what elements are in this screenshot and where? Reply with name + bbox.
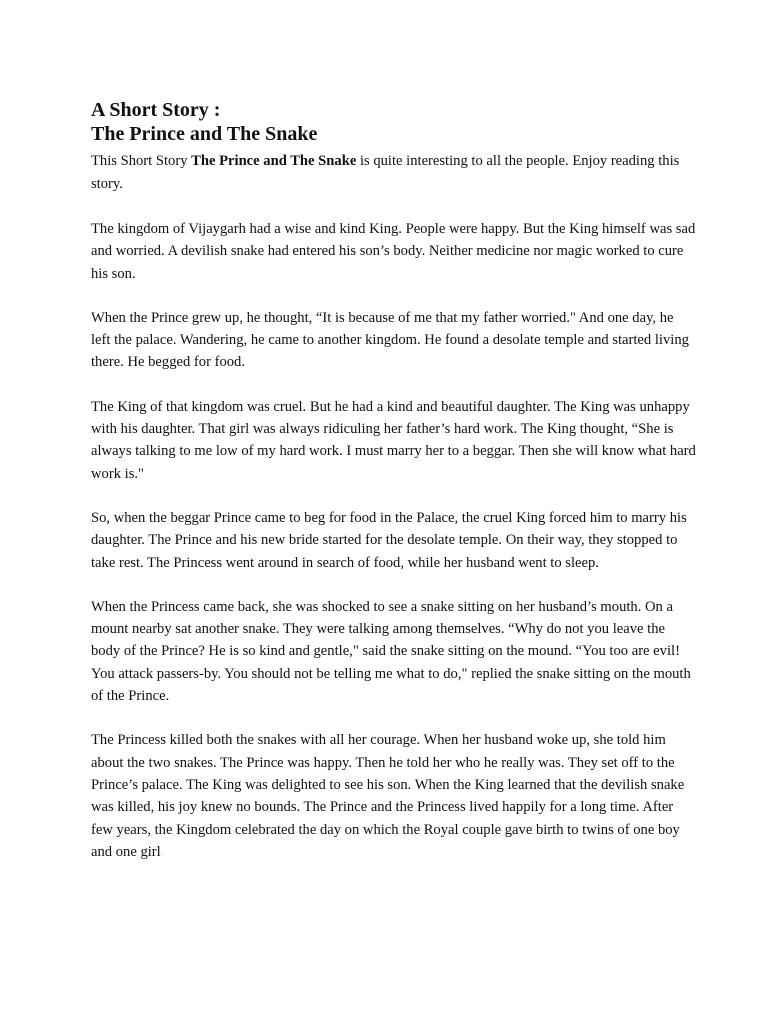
story-paragraph-6: The Princess killed both the snakes with all her courage. When her husband woke up, she told him about the two snakes. The Prince was happy. Then he told her who he really was. They set off to the Prince’s palace. The King was delighted to see his son. When the King learned that the devilish snake was killed, his joy knew no bounds. The Prince and the Princess lived happily for a long time. After few years, the Kingdom celebrated the day on which the Royal couple gave birth to twins of one boy and one girl bbox=[91, 732, 685, 860]
story-paragraph-2: When the Prince grew up, he thought, “It is because of me that my father worried." And one day, he left the palace. Wandering, he came to another kingdom. He found a desolate temple and started living there. He begged for food. bbox=[91, 309, 689, 371]
intro-bold-title: The Prince and The Snake bbox=[191, 153, 357, 169]
intro-paragraph bbox=[91, 150, 696, 196]
story-title bbox=[91, 98, 696, 146]
title-line-2: The Prince and The Snake bbox=[91, 123, 318, 145]
intro-text-before: This Short Story bbox=[91, 153, 192, 169]
story-paragraph-4: So, when the beggar Prince came to beg for food in the Palace, the cruel King forced him to marry his daughter. The Prince and his new bride started for the desolate temple. On their way, they stopped to take rest. The Princess went around in search of food, while her husband went to sleep. bbox=[91, 509, 687, 571]
story-paragraph-3: The King of that kingdom was cruel. But he had a kind and beautiful daughter. The King was unhappy with his daughter. That girl was always ridiculing her father’s hard work. The King thought, “She is always talking to me low of my hard work. I must marry her to a beggar. Then she will know what hard work is." bbox=[91, 398, 696, 482]
intro-text-after: is quite interesting to all the people. Enjoy reading this story. bbox=[91, 153, 680, 192]
story-paragraph-5: When the Princess came back, she was shocked to see a snake sitting on her husband’s mouth. On a mount nearby sat another snake. They were talking among themselves. “Why do not you leave the body of the Prince? He is so kind and gentle," said the snake sitting on the mound. “You too are evil! You attack passers-by. You should not be telling me what to do," replied the snake sitting on the mouth of the Prince. bbox=[91, 598, 691, 705]
title-line-1: A Short Story : bbox=[91, 99, 221, 121]
story-paragraph-1: The kingdom of Vijaygarh had a wise and kind King. People were happy. But the King himself was sad and worried. A devilish snake had entered his son’s body. Neither medicine nor magic worked to cure his son. bbox=[91, 221, 696, 282]
